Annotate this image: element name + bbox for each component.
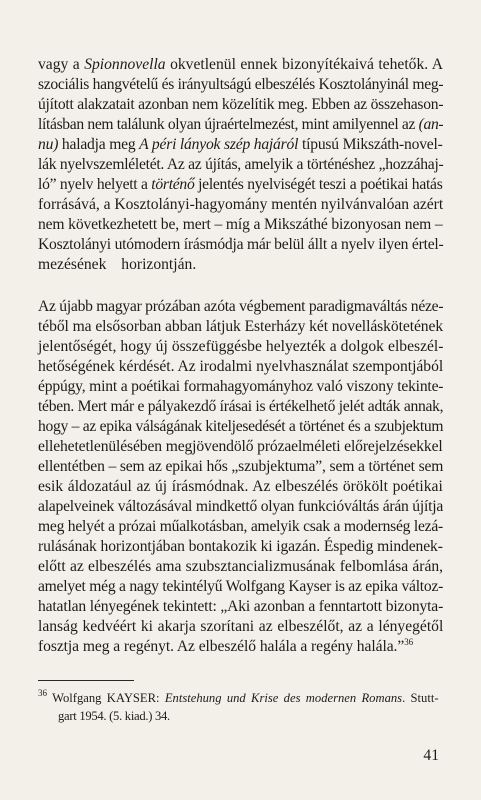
text-run: haladja meg xyxy=(58,136,140,153)
text-run: lák nyelvszemléletét. Az az újítás, amelyik a történéshez „hozzáhaj- xyxy=(38,156,444,173)
footnote-rule xyxy=(38,680,134,681)
body-line xyxy=(38,577,443,597)
text-run: típusú Mikszáth-novel- xyxy=(298,136,443,153)
body-line xyxy=(38,497,443,517)
text-run: okvetlenül ennek bizonyítékaivá tehetők. A xyxy=(165,56,444,73)
text-run: . Stutt- xyxy=(402,691,439,705)
body-line xyxy=(38,357,443,377)
footnote-marker: 36 xyxy=(38,688,47,698)
text-run: hatatlan lényegének tekintett: „Aki azonban a fenntartott bizonyta- xyxy=(38,598,444,615)
footnote-line xyxy=(38,690,439,706)
text-run: előtt az elbeszélés ama szubsztancializmusának felbomlása árán, xyxy=(38,558,444,575)
text-run: esik áldozatául az új írásmódnak. Az elbeszélés örökölt poétikai xyxy=(38,478,443,495)
text-run: jelentés nyelviségét teszi a poétikai hatás xyxy=(194,176,443,193)
text-run: szociális hangvételű és irányultságú elbeszélés Kosztolányinál meg- xyxy=(38,76,444,93)
body-line xyxy=(38,597,443,617)
body-line xyxy=(38,537,443,557)
text-run: rulásának horizontjában bontakozik ki igazán. Éspedig mindenek- xyxy=(38,538,443,555)
body-line xyxy=(38,637,413,657)
text-run: hogy – az epika válságának kiteljesedését a történet és a szubjektum xyxy=(38,418,444,435)
text-run: újított alakzatait azonban nem közelítik meg. Ebben az összehason- xyxy=(38,96,444,113)
text-run: alapelveinek változásával mindkettő olyan funkcióváltás árán újítja xyxy=(38,498,444,515)
text-run: lanság kedvéért ki akarja szorítani az elbeszélőt, az a lényegétől xyxy=(38,618,444,635)
body-line xyxy=(38,517,443,537)
body-line xyxy=(38,617,443,637)
body-line xyxy=(38,155,443,175)
body-line xyxy=(38,235,443,255)
text-run: tében. Mert már e pályakezdő írásai is értékelhető jelét adták annak, xyxy=(38,398,444,415)
body-line xyxy=(38,195,443,215)
footnote-line xyxy=(58,708,170,724)
italic-text: (an- xyxy=(418,116,444,133)
body-line xyxy=(38,255,196,275)
footnote-marker: 36 xyxy=(404,637,414,647)
text-run: fosztja meg a regényt. Az elbeszélő halála a regény halála.” xyxy=(38,638,405,655)
text-run: ellentétben – sem az epikai hős „szubjektuma”, sem a történet sem xyxy=(38,458,444,475)
text-run: Wolfgang KAYSER: xyxy=(47,691,165,705)
body-line xyxy=(38,397,443,417)
body-line xyxy=(38,175,443,195)
text-run: hetőségének kérdését. Az irodalmi nyelvhasználat szempontjából xyxy=(38,358,444,375)
body-line xyxy=(38,215,443,235)
text-run: éppúgy, mint a poétikai formahagyományhoz való viszony tekinte- xyxy=(38,378,444,395)
body-line xyxy=(38,457,443,477)
text-run: ellehetetlenülésében megjövendölő prózaelméleti előrejelzésekkel xyxy=(38,438,443,455)
text-run: meg helyét a prózai műalkotásban, amelyik csak a modernség lezá- xyxy=(38,518,443,535)
italic-text: történő xyxy=(151,176,195,193)
italic-text: nu) xyxy=(38,136,59,153)
body-line xyxy=(38,95,443,115)
body-line xyxy=(38,377,443,397)
italic-text: A péri lányok szép hajáról xyxy=(139,136,299,153)
text-run: lításban nem találunk olyan újraértelmezést, mint amilyennel az xyxy=(38,116,419,133)
text-run: mezésének horizontján. xyxy=(38,256,197,273)
text-run: nem következhetett be, mert – míg a Mikszáthé bizonyosan nem – xyxy=(38,216,443,233)
text-run: Az újabb magyar prózában azóta végbement paradigmaváltás néze- xyxy=(38,298,444,315)
italic-text: Entstehung und Krise des modernen Romans xyxy=(164,691,403,705)
text-run: forrásává, a Kosztolányi-hagyomány mentén nyilvánvalóan azért xyxy=(38,196,444,213)
body-line xyxy=(38,417,443,437)
text-run: téből ma elsősorban abban látjuk Esterházy két novelláskötetének xyxy=(38,318,444,335)
body-line xyxy=(38,75,443,95)
body-line xyxy=(38,557,443,577)
text-run: Kosztolányi utómodern írásmódja már belül állt a nyelv ilyen értel- xyxy=(38,236,444,253)
body-line xyxy=(38,477,443,497)
text-run: vagy a xyxy=(38,56,85,73)
text-run: ló” nyelv helyett a xyxy=(38,176,152,193)
body-line xyxy=(38,297,443,317)
text-run: amelyet még a nagy tekintélyű Wolfgang Kayser is az epika változ- xyxy=(38,578,444,595)
body-line xyxy=(38,115,443,135)
page-number: 41 xyxy=(423,747,439,764)
text-run: gart 1954. (5. kiad.) 34. xyxy=(58,709,170,723)
body-line xyxy=(38,55,443,75)
body-line xyxy=(38,437,443,457)
italic-text: Spionnovella xyxy=(84,56,166,73)
body-line xyxy=(38,337,443,357)
body-line xyxy=(38,317,443,337)
text-run: jelentőségét, hogy új összefüggésbe helyezték a dolgok elbeszél- xyxy=(38,338,444,355)
body-line xyxy=(38,135,443,155)
